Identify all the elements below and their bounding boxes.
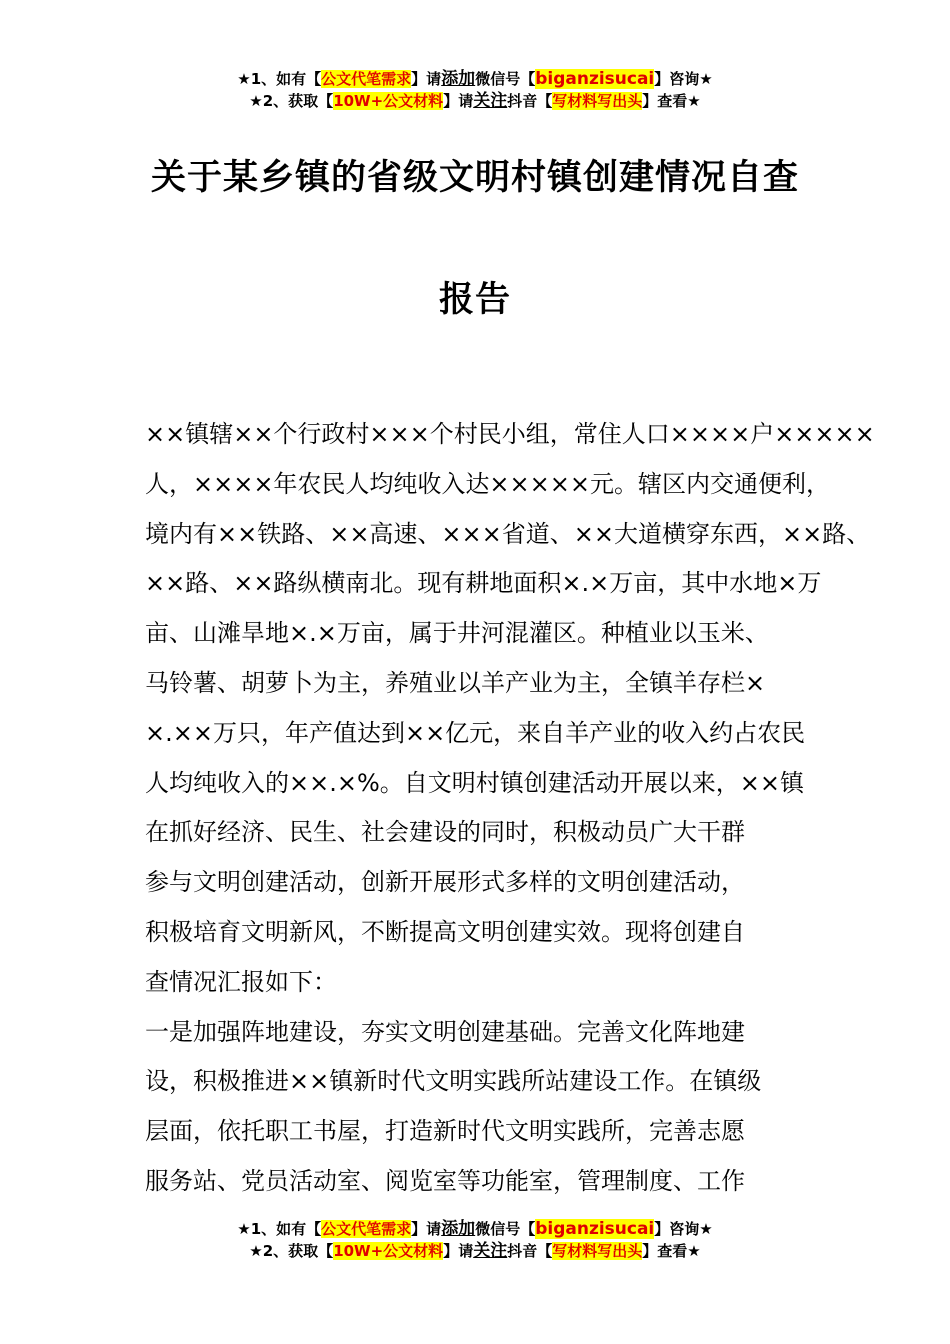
highlight-service: 公文代笔需求 xyxy=(321,1220,412,1238)
body-line: ××路、××路纵横南北。现有耕地面积×.×万亩，其中水地×万 xyxy=(145,569,822,598)
document-title: 关于某乡镇的省级文明村镇创建情况自查 xyxy=(150,158,799,198)
promo-banner-bottom xyxy=(0,1218,950,1262)
promo-line-1: ★1、如有【公文代笔需求】请添加微信号【biganzisucai】咨询★ xyxy=(237,69,713,89)
highlight-douyin: 写材料写出头 xyxy=(552,1242,643,1260)
body-line: 层面，依托职工书屋，打造新时代文明实践所，完善志愿 xyxy=(145,1117,745,1146)
highlight-wechat-id: biganzisucai xyxy=(535,1219,655,1239)
promo-line-2: ★2、获取【10W+公文材料】请关注抖音【写材料写出头】查看★ xyxy=(249,91,701,111)
body-line: 亩、山滩旱地×.×万亩，属于井河混灌区。种植业以玉米、 xyxy=(145,619,769,648)
body-line: 服务站、党员活动室、阅览室等功能室，管理制度、工作 xyxy=(145,1166,745,1195)
body-line: 人均纯收入的××.×%。自文明村镇创建活动开展以来，××镇 xyxy=(145,768,804,797)
highlight-materials: 10W+公文材料 xyxy=(333,1242,444,1260)
body-line: 在抓好经济、民生、社会建设的同时，积极动员广大干群 xyxy=(145,818,745,847)
body-line: 参与文明创建活动，创新开展形式多样的文明创建活动， xyxy=(145,868,745,897)
highlight-douyin: 写材料写出头 xyxy=(552,92,643,110)
body-line: 马铃薯、胡萝卜为主，养殖业以羊产业为主，全镇羊存栏× xyxy=(145,668,766,697)
promo-line-1: ★1、如有【公文代笔需求】请添加微信号【biganzisucai】咨询★ xyxy=(237,1219,713,1239)
document-body xyxy=(145,410,875,1207)
highlight-materials: 10W+公文材料 xyxy=(333,92,444,110)
promo-banner-top xyxy=(0,68,950,112)
highlight-service: 公文代笔需求 xyxy=(321,70,412,88)
body-line: 积极培育文明新风，不断提高文明创建实效。现将创建自 xyxy=(145,917,745,946)
body-line: 设，积极推进××镇新时代文明实践所站建设工作。在镇级 xyxy=(145,1067,762,1096)
body-line: 人，××××年农民人均纯收入达×××××元。辖区内交通便利， xyxy=(145,469,830,498)
body-line: 境内有××铁路、××高速、×××省道、××大道横穿东西，××路、 xyxy=(145,519,871,548)
document-title-continued: 报告 xyxy=(438,280,511,320)
body-line: ××镇辖××个行政村×××个村民小组，常住人口××××户××××× xyxy=(145,420,875,448)
body-line: 查情况汇报如下： xyxy=(145,967,337,996)
promo-line-2: ★2、获取【10W+公文材料】请关注抖音【写材料写出头】查看★ xyxy=(249,1241,701,1261)
body-line: ×.××万只，年产值达到××亿元，来自羊产业的收入约占农民 xyxy=(145,718,806,747)
highlight-wechat-id: biganzisucai xyxy=(535,69,655,89)
body-line: 一是加强阵地建设，夯实文明创建基础。完善文化阵地建 xyxy=(145,1017,745,1046)
